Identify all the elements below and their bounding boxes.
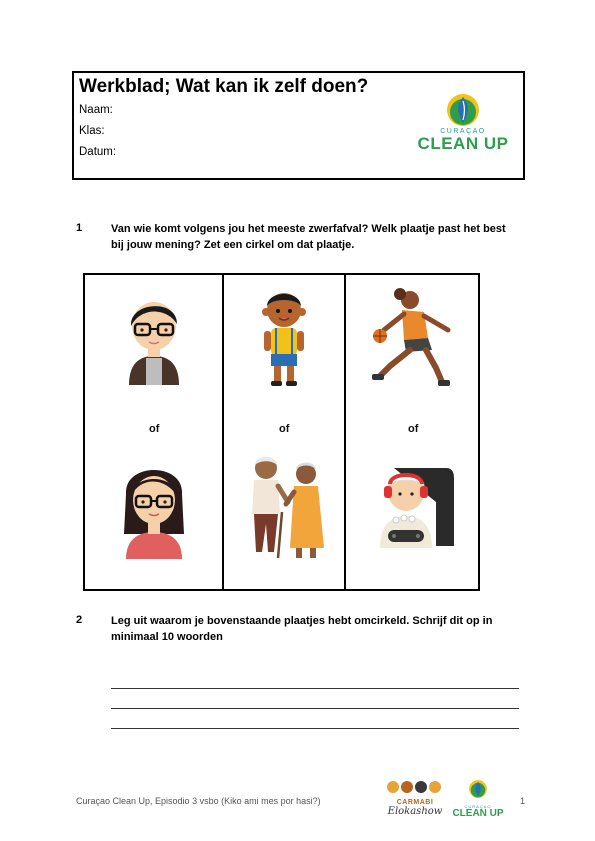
or-label-1: of — [149, 423, 160, 435]
image-choice-grid — [83, 273, 480, 591]
image-girl-with-glasses[interactable] — [85, 451, 222, 561]
answer-line[interactable] — [111, 708, 519, 709]
or-label-3: of — [408, 423, 419, 435]
curacao-clean-up-logo — [417, 93, 509, 159]
date-field-label: Datum: — [79, 146, 117, 158]
image-gamer-with-headset[interactable] — [346, 451, 478, 563]
class-field-label: Klas: — [79, 125, 105, 137]
image-boy-with-glasses[interactable] — [85, 285, 222, 390]
image-elderly-couple[interactable] — [224, 451, 344, 563]
image-basketball-player[interactable] — [346, 283, 478, 393]
mini-logo-small-text: CURAÇAO — [464, 804, 492, 809]
answer-line[interactable] — [111, 688, 519, 689]
question-1-number: 1 — [76, 222, 83, 234]
question-1-text: Van wie komt volgens jou het meeste zwerfafval? Welk plaatje past het best bij jouw mening? Zet een cirkel om dat plaatje. — [111, 223, 506, 251]
worksheet-header — [72, 71, 525, 180]
basketball-player-illustration — [362, 286, 462, 391]
name-field-label: Naam: — [79, 104, 113, 116]
or-label-2: of — [279, 423, 290, 435]
logo-small-text: CURAÇAO — [440, 128, 486, 135]
leaf-drop-icon — [445, 93, 481, 127]
question-2-text: Leg uit waarom je bovenstaande plaatjes hebt omcirkeld. Schrijf dit op in minimaal 10 woorden — [111, 615, 493, 643]
carmabi-elokashow-logo — [384, 780, 446, 818]
image-child-with-suspenders[interactable] — [224, 283, 344, 393]
carmabi-circles-icon — [385, 780, 445, 794]
logo-big-text: CLEAN UP — [417, 134, 509, 153]
leaf-drop-icon — [468, 779, 488, 799]
girl-with-glasses-illustration — [118, 454, 190, 559]
question-2-number: 2 — [76, 614, 83, 626]
carmabi-text: CARMABI — [396, 799, 434, 806]
child-illustration — [254, 286, 314, 391]
mini-logo-big-text: CLEAN UP — [452, 808, 504, 819]
elderly-couple-illustration — [234, 452, 334, 562]
gamer-illustration — [366, 462, 458, 552]
answer-line[interactable] — [111, 728, 519, 729]
footer-caption: Curaçao Clean Up, Episodio 3 vsbo (Kiko ami mes por hasi?) — [76, 796, 321, 806]
boy-with-glasses-illustration — [119, 290, 189, 385]
page-number: 1 — [519, 796, 525, 806]
worksheet-title: Werkblad; Wat kan ik zelf doen? — [79, 76, 369, 97]
footer-clean-up-logo — [452, 779, 504, 819]
elokashow-text: Elokashow — [387, 806, 443, 817]
